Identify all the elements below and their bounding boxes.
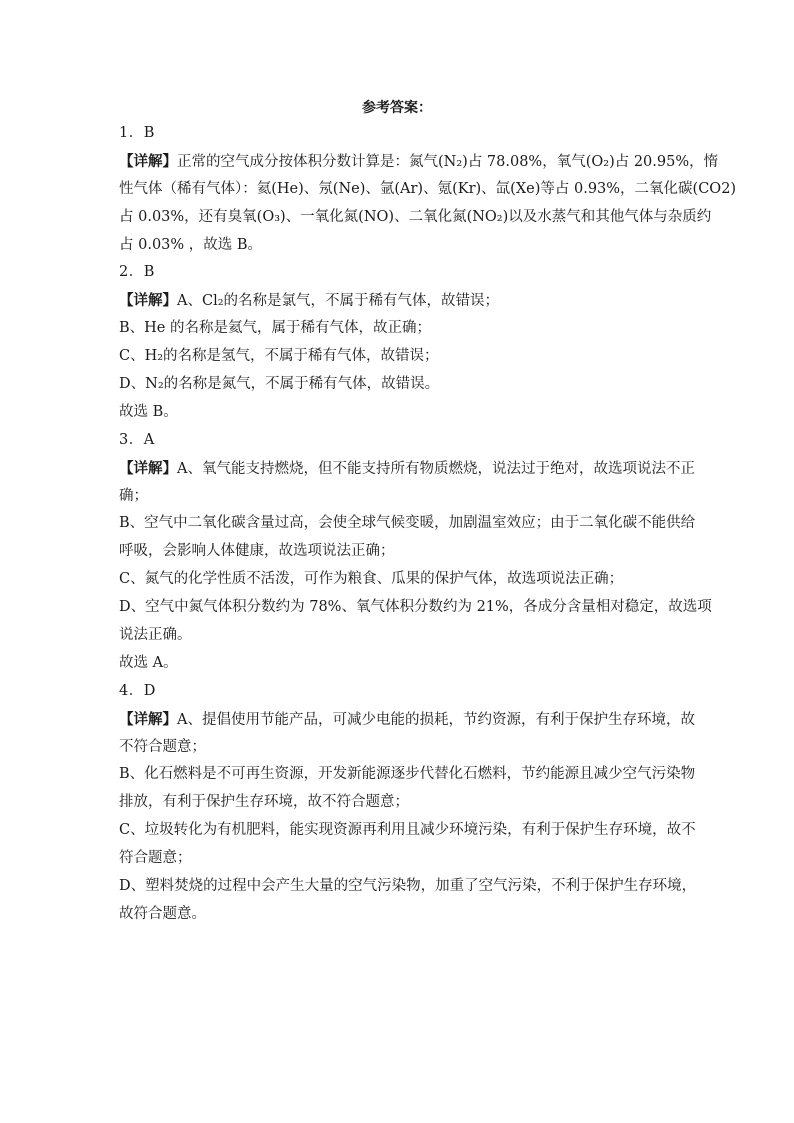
explanation-line	[119, 343, 684, 371]
explanation-tag: 【详解】	[119, 459, 177, 477]
explanation-line	[119, 371, 684, 399]
explanation-line	[119, 789, 684, 817]
explanation-text: 说法正确。	[119, 627, 192, 644]
answer-content	[119, 120, 737, 929]
explanation-text: D、空气中氮气体积分数约为 78%、氧气体积分数约为 21%，各成分含量相对稳定，故选项	[119, 599, 712, 616]
explanation-line	[119, 232, 684, 260]
explanation-tag: 【详解】	[119, 710, 177, 728]
explanation-text: 正常的空气成分按体积分数计算是：氮气(N₂)占 78.08%，氧气(O₂)占 20.95%，惰	[177, 153, 719, 170]
explanation-text: 呼吸，会影响人体健康，故选项说法正确；	[119, 543, 395, 560]
explanation-text: 符合题意；	[119, 850, 192, 867]
explanation-line	[119, 148, 719, 176]
explanation-text: A、提倡使用节能产品，可减少电能的损耗，节约资源，有利于保护生存环境，故	[177, 711, 695, 728]
explanation-text: 排放，有利于保护生存环境，故不符合题意；	[119, 794, 409, 811]
explanation-line	[119, 817, 696, 845]
explanation-line	[119, 538, 684, 566]
explanation-text: 占 0.03%，还有臭氧(O₃)、一氧化氮(NO)、二氧化氮(NO₂)以及水蒸气和其他气体与杂质约	[119, 208, 712, 225]
explanation-text: 确；	[119, 487, 148, 504]
explanation-line	[119, 483, 684, 511]
explanation-text: C、氮气的化学性质不活泼，可作为粮食、瓜果的保护气体，故选项说法正确；	[119, 571, 624, 588]
explanation-line	[119, 566, 684, 594]
explanation-line	[119, 845, 684, 873]
explanation-line	[119, 399, 684, 427]
explanation-text: 性气体（稀有气体）：氦(He)、氖(Ne)、氩(Ar)、氪(Kr)、氙(Xe)等占 0.93%，二氧化碳(CO2)	[119, 180, 737, 197]
explanation-text: B、化石燃料是不可再生资源，开发新能源逐步代替化石燃料，节约能源且减少空气污染物	[119, 766, 696, 783]
explanation-line	[119, 734, 684, 762]
explanation-text: B、He 的名称是氦气，属于稀有气体，故正确；	[119, 320, 431, 337]
question-number: 3．A	[119, 431, 155, 448]
explanation-text: A、Cl₂的名称是氯气，不属于稀有气体，故错误；	[177, 293, 500, 310]
explanation-text: 不符合题意；	[119, 738, 206, 755]
explanation-tag: 【详解】	[119, 152, 177, 170]
explanation-text: A、氧气能支持燃烧，但不能支持所有物质燃烧，说法过于绝对，故选项说法不正	[177, 460, 695, 477]
explanation-text: B、空气中二氧化碳含量过高，会使全球气候变暖，加剧温室效应；由于二氧化碳不能供给	[119, 515, 696, 532]
explanation-text: 故选 A。	[119, 654, 178, 671]
explanation-line	[119, 622, 684, 650]
explanation-line	[119, 594, 712, 622]
explanation-text: C、H₂的名称是氢气，不属于稀有气体，故错误；	[119, 348, 439, 365]
explanation-line	[119, 761, 696, 789]
explanation-line	[119, 455, 695, 483]
question-number: 4．D	[119, 682, 156, 699]
explanation-line	[119, 510, 696, 538]
explanation-text: 故选 B。	[119, 403, 178, 420]
explanation-text: 故符合题意。	[119, 905, 206, 922]
explanation-text: 占 0.03% ，故选 B。	[119, 236, 263, 253]
explanation-tag: 【详解】	[119, 292, 177, 310]
explanation-line	[119, 901, 684, 929]
page-title: 参考答案：	[362, 100, 432, 116]
explanation-line	[119, 315, 684, 343]
explanation-line	[119, 873, 697, 901]
explanation-line	[119, 176, 737, 204]
explanation-line	[119, 204, 712, 232]
explanation-line	[119, 287, 684, 315]
question-number: 2．B	[119, 264, 155, 281]
question-number: 1．B	[119, 125, 155, 141]
explanation-text: D、塑料焚烧的过程中会产生大量的空气污染物，加重了空气污染，不利于保护生存环境，	[119, 878, 697, 895]
explanation-text: C、垃圾转化为有机肥料，能实现资源再利用且减少环境污染，有利于保护生存环境，故不	[119, 822, 696, 839]
explanation-line	[119, 650, 684, 678]
explanation-line	[119, 706, 695, 734]
explanation-text: D、N₂的名称是氮气，不属于稀有气体，故错误。	[119, 376, 440, 393]
